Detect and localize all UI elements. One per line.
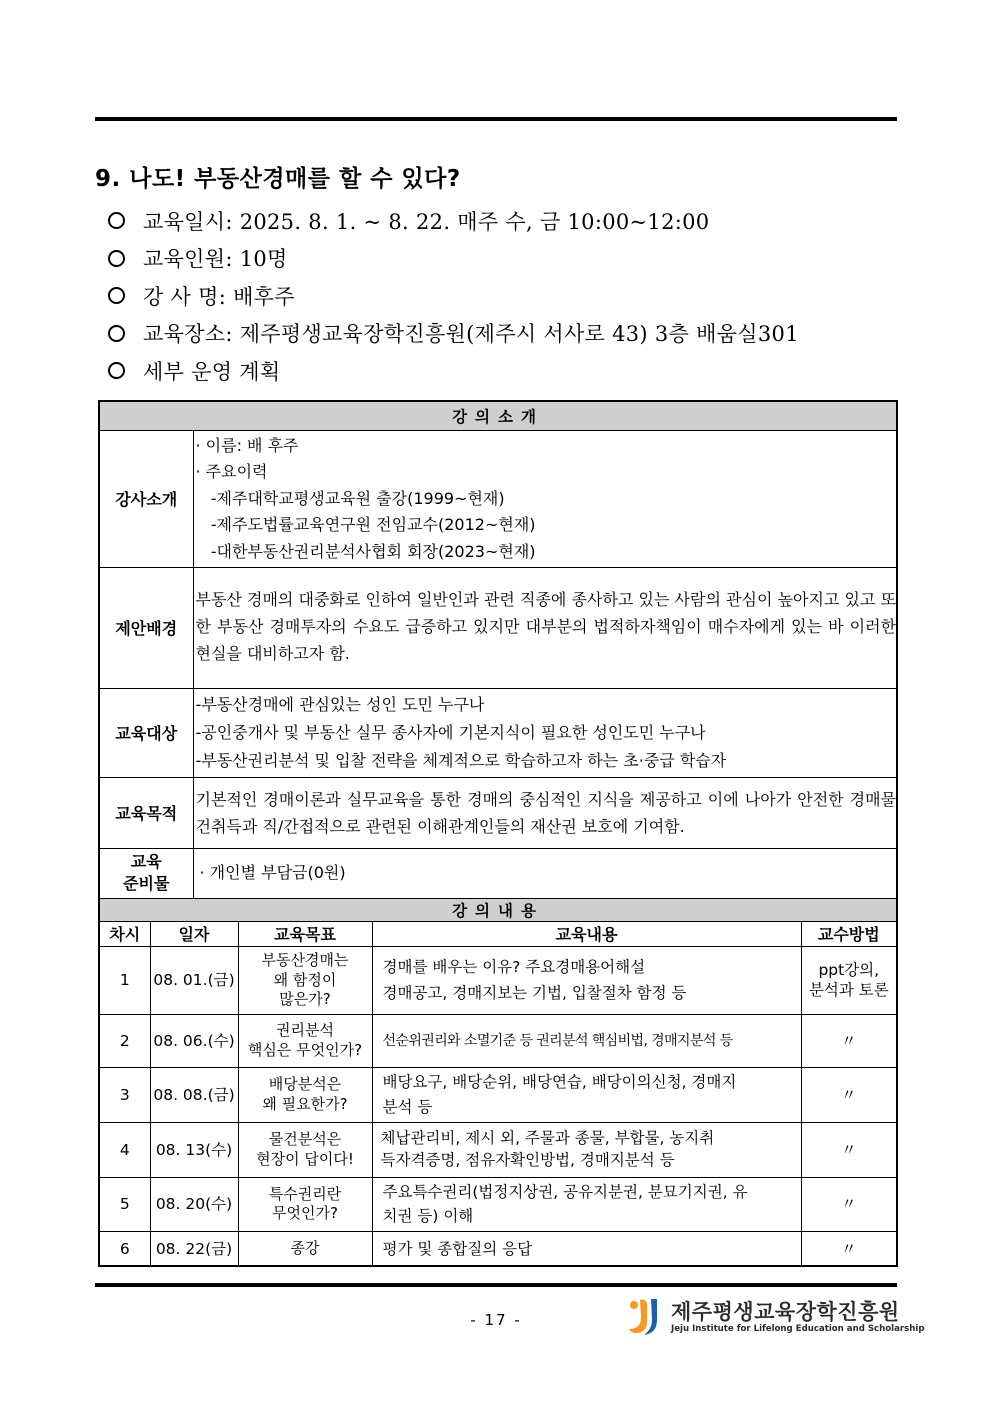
bullet-plan bbox=[108, 352, 799, 390]
instructor-line: -대한부동산권리분석사협회 회장(2023~현재) bbox=[195, 541, 536, 561]
top-rule bbox=[95, 117, 897, 121]
bullet-schedule bbox=[108, 202, 799, 240]
col-goal: 교육목표 bbox=[238, 921, 372, 946]
section-title: 9. 나도! 부동산경매를 할 수 있다? bbox=[95, 166, 461, 192]
table-row bbox=[99, 1177, 897, 1231]
session-content: 주요특수권리(법정지상권, 공유지분권, 분묘기지권, 유 치권 등) 이해 bbox=[372, 1177, 801, 1231]
bullet-label: 교육인원: bbox=[143, 247, 240, 272]
instructor-info bbox=[193, 431, 897, 568]
bullet-instructor bbox=[108, 277, 799, 315]
bullet-value: 배후주 bbox=[233, 284, 295, 309]
purpose-text: 기본적인 경매이론과 실무교육을 통한 경매의 중심적인 지식을 제공하고 이에 나아가 안전한 경매물건취득과 직/간접적으로 관련된 이해관계인들의 재산권 보호에 기여함. bbox=[193, 777, 897, 848]
session-goal: 종강 bbox=[238, 1231, 372, 1266]
session-goal: 배당분석은 왜 필요한가? bbox=[238, 1067, 372, 1122]
intro-header: 강의소개 bbox=[99, 401, 897, 431]
bullet-label: 세부 운영 계획 bbox=[143, 359, 281, 384]
session-content: 경매를 배우는 이유? 주요경매용어해설 경매공고, 경매지보는 기법, 입찰절차 함정 등 bbox=[372, 946, 801, 1014]
col-date: 일자 bbox=[150, 921, 238, 946]
table-row bbox=[99, 1231, 897, 1266]
instructor-label: 강사소개 bbox=[99, 431, 193, 568]
logo-dot-orange bbox=[630, 1301, 638, 1309]
target-label: 교육대상 bbox=[99, 688, 193, 777]
session-date: 08. 01.(금) bbox=[150, 946, 238, 1014]
session-method: 〃 bbox=[801, 1067, 897, 1122]
bullet-label: 교육일시: bbox=[143, 209, 240, 234]
bullet-location bbox=[108, 315, 799, 353]
target-line: -공인중개사 및 부동산 실무 종사자에 기본지식이 필요한 성인도민 누구나 bbox=[195, 722, 706, 742]
table-row bbox=[99, 1122, 897, 1177]
bullet-value: 2025. 8. 1. ~ 8. 22. 매주 수, 금 10:00~12:00 bbox=[239, 209, 710, 234]
org-name-english: Jeju Institute for Lifelong Education and Scholarship bbox=[671, 1324, 925, 1334]
materials-label-line: 교육 bbox=[130, 852, 162, 872]
session-goal: 특수권리란 무엇인가? bbox=[238, 1177, 372, 1231]
circle-bullet-icon bbox=[108, 325, 125, 342]
instructor-line: -제주도법률교육연구원 전임교수(2012~현재) bbox=[195, 515, 536, 535]
session-no: 4 bbox=[99, 1122, 150, 1177]
session-date: 08. 22(금) bbox=[150, 1231, 238, 1266]
page-number: - 17 - bbox=[470, 1311, 522, 1329]
session-method: ppt강의, 분석과 토론 bbox=[801, 946, 897, 1014]
session-date: 08. 08.(금) bbox=[150, 1067, 238, 1122]
materials-label-line: 준비물 bbox=[123, 874, 170, 894]
session-no: 2 bbox=[99, 1014, 150, 1067]
session-date: 08. 06.(수) bbox=[150, 1014, 238, 1067]
background-text: 부동산 경매의 대중화로 인하여 일반인과 관련 직종에 종사하고 있는 사람의 관심이 높아지고 있고 또한 부동산 경매투자의 수요도 급증하고 있지만 대부분의 법적하자책임이 매수자에게 있는 바 이러한 현실을 대비하고자 함. bbox=[193, 567, 897, 688]
table-row bbox=[99, 946, 897, 1014]
session-content: 평가 및 종합질의 응답 bbox=[372, 1231, 801, 1266]
session-no: 1 bbox=[99, 946, 150, 1014]
session-content: 선순위권리와 소멸기준 등 권리분석 핵심비법, 경매지분석 등 bbox=[372, 1014, 801, 1067]
col-content: 교육내용 bbox=[372, 921, 801, 946]
target-list bbox=[193, 688, 897, 777]
session-goal: 물건분석은 현장이 답이다! bbox=[238, 1122, 372, 1177]
org-name-korean: 제주평생교육장학진흥원 bbox=[671, 1300, 900, 1324]
info-list bbox=[108, 202, 799, 390]
bullet-value: 10명 bbox=[239, 247, 288, 272]
target-line: -부동산경매에 관심있는 성인 도민 누구나 bbox=[195, 694, 485, 714]
course-table bbox=[98, 400, 898, 1267]
table-row bbox=[99, 1014, 897, 1067]
session-content: 체납관리비, 제시 외, 주물과 종물, 부합물, 농지취 득자격증명, 점유자확인방법, 경매지분석 등 bbox=[372, 1122, 801, 1177]
instructor-line: · 이름: 배 후주 bbox=[195, 436, 299, 455]
col-method: 교수방법 bbox=[801, 921, 897, 946]
target-line: -부동산권리분석 및 입찰 전략을 체계적으로 학습하고자 하는 초·중급 학습자 bbox=[195, 750, 727, 770]
circle-bullet-icon bbox=[108, 287, 125, 304]
table-row bbox=[99, 1067, 897, 1122]
instructor-line: · 주요이력 bbox=[195, 462, 268, 482]
circle-bullet-icon bbox=[108, 212, 125, 229]
materials-label bbox=[99, 848, 193, 898]
session-method: 〃 bbox=[801, 1231, 897, 1266]
bullet-label: 교육장소: bbox=[143, 322, 240, 347]
session-date: 08. 13(수) bbox=[150, 1122, 238, 1177]
background-label: 제안배경 bbox=[99, 567, 193, 688]
circle-bullet-icon bbox=[108, 250, 125, 267]
session-no: 3 bbox=[99, 1067, 150, 1122]
col-session: 차시 bbox=[99, 921, 150, 946]
session-method: 〃 bbox=[801, 1177, 897, 1231]
circle-bullet-icon bbox=[108, 362, 125, 379]
bullet-label: 강 사 명: bbox=[143, 284, 234, 309]
session-date: 08. 20(수) bbox=[150, 1177, 238, 1231]
purpose-label: 교육목적 bbox=[99, 777, 193, 848]
session-no: 6 bbox=[99, 1231, 150, 1266]
org-logo bbox=[627, 1294, 925, 1338]
schedule-header: 강의내용 bbox=[99, 898, 897, 921]
jeju-institute-logo-icon bbox=[627, 1296, 663, 1336]
bullet-capacity bbox=[108, 240, 799, 278]
session-method: 〃 bbox=[801, 1014, 897, 1067]
session-method: 〃 bbox=[801, 1122, 897, 1177]
session-content: 배당요구, 배당순위, 배당연습, 배당이의신청, 경매지 분석 등 bbox=[372, 1067, 801, 1122]
materials-text: · 개인별 부담금(0원) bbox=[193, 848, 897, 898]
session-goal: 부동산경매는 왜 함정이 많은가? bbox=[238, 946, 372, 1014]
instructor-line: -제주대학교평생교육원 출강(1999~현재) bbox=[195, 488, 505, 508]
session-no: 5 bbox=[99, 1177, 150, 1231]
bullet-value: 제주평생교육장학진흥원(제주시 서사로 43) 3층 배움실301 bbox=[239, 322, 799, 347]
session-goal: 권리분석 핵심은 무엇인가? bbox=[238, 1014, 372, 1067]
bottom-rule bbox=[95, 1283, 897, 1287]
